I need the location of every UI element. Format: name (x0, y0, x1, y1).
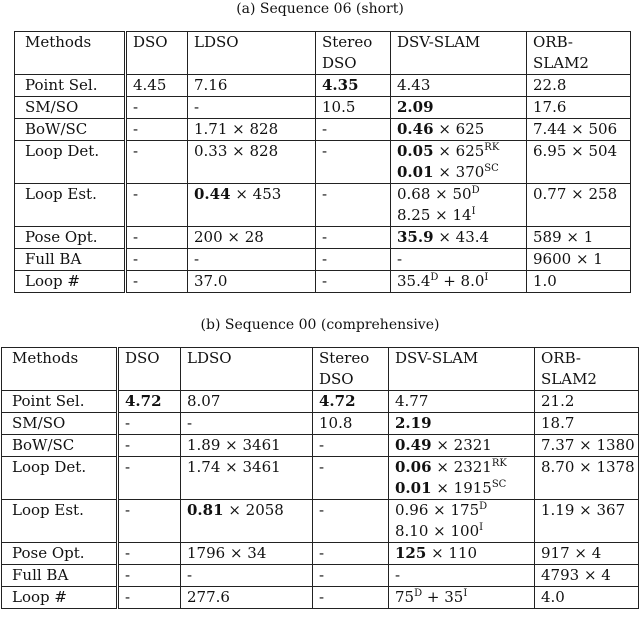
cell-ldso: 8.07 (181, 391, 313, 413)
cell-ldso: 1.71 × 828 (188, 119, 316, 141)
cell-orb-slam2: 917 × 4 (535, 543, 639, 565)
cell-dsv-slam: - (391, 249, 527, 271)
cell-orb-slam2: 9600 × 1 (527, 249, 631, 271)
cell-ldso: 277.6 (181, 587, 313, 609)
cell-ldso: 0.44 × 453 (188, 184, 316, 227)
column-header-stereo-dso: Stereo DSO (313, 348, 389, 391)
row-label: Pose Opt. (15, 227, 126, 249)
row-label: Loop Est. (2, 500, 118, 543)
row-label: SM/SO (2, 413, 118, 435)
table-row (2, 457, 639, 500)
cell-orb-slam2: 1.19 × 367 (535, 500, 639, 543)
column-header-dso: DSO (126, 32, 188, 75)
column-header-methods: Methods (2, 348, 118, 391)
cell-ldso: - (188, 249, 316, 271)
table-row (2, 543, 639, 565)
cell-dsv-slam: - (389, 565, 535, 587)
table-row (2, 587, 639, 609)
cell-stereo-dso: - (313, 543, 389, 565)
cell-dsv-slam: $0.68 \times 50^D$ $8.25 \times 14^I$ (391, 184, 527, 227)
row-label: Point Sel. (15, 75, 126, 97)
cell-stereo-dso: 10.8 (313, 413, 389, 435)
column-header-dsv-slam: DSV-SLAM (389, 348, 535, 391)
cell-dsv-slam: 2.09 (391, 97, 527, 119)
cell-stereo-dso: - (316, 184, 391, 227)
cell-dso: - (118, 565, 181, 587)
column-header-methods: Methods (15, 32, 126, 75)
row-label: BoW/SC (2, 435, 118, 457)
column-header-ldso: LDSO (181, 348, 313, 391)
table-row (15, 184, 631, 227)
row-label: Point Sel. (2, 391, 118, 413)
row-label: Full BA (15, 249, 126, 271)
column-header-orb-slam2: ORB- SLAM2 (535, 348, 639, 391)
row-label: Loop Est. (15, 184, 126, 227)
cell-dso: - (126, 227, 188, 249)
cell-dso: - (126, 184, 188, 227)
row-label: Pose Opt. (2, 543, 118, 565)
cell-orb-slam2: 589 × 1 (527, 227, 631, 249)
column-header-orb-slam2: ORB- SLAM2 (527, 32, 631, 75)
column-header-dso: DSO (118, 348, 181, 391)
header-row (15, 32, 631, 75)
cell-orb-slam2: 21.2 (535, 391, 639, 413)
caption-sequence-06: (a) Sequence 06 (short) (236, 1, 404, 17)
cell-stereo-dso: - (316, 271, 391, 293)
cell-ldso: - (181, 413, 313, 435)
cell-dso: 4.45 (126, 75, 188, 97)
cell-dso: - (118, 413, 181, 435)
row-label: Full BA (2, 565, 118, 587)
column-header-ldso: LDSO (188, 32, 316, 75)
cell-ldso: 0.33 × 828 (188, 141, 316, 184)
table-sequence-06 (14, 31, 631, 293)
cell-dsv-slam: 2.19 (389, 413, 535, 435)
table-sequence-00 (1, 347, 639, 609)
cell-stereo-dso: - (316, 119, 391, 141)
cell-dso: - (126, 97, 188, 119)
cell-ldso: 37.0 (188, 271, 316, 293)
cell-stereo-dso: - (316, 227, 391, 249)
cell-dso: - (126, 249, 188, 271)
table-row (15, 119, 631, 141)
cell-stereo-dso: - (316, 141, 391, 184)
table-row (2, 435, 639, 457)
cell-dso: - (118, 457, 181, 500)
cell-ldso: 1.89 × 3461 (181, 435, 313, 457)
cell-orb-slam2: 8.70 × 1378 (535, 457, 639, 500)
column-header-dsv-slam: DSV-SLAM (391, 32, 527, 75)
cell-orb-slam2: 18.7 (535, 413, 639, 435)
row-label: Loop Det. (2, 457, 118, 500)
cell-dsv-slam: 0.49 × 2321 (389, 435, 535, 457)
cell-orb-slam2: 6.95 × 504 (527, 141, 631, 184)
cell-stereo-dso: - (313, 500, 389, 543)
row-label: Loop # (2, 587, 118, 609)
table-row (2, 565, 639, 587)
cell-dso: 4.72 (118, 391, 181, 413)
cell-dsv-slam: $35.4^D + 8.0^I$ (391, 271, 527, 293)
table-row (15, 271, 631, 293)
cell-ldso: - (181, 565, 313, 587)
cell-ldso: - (188, 97, 316, 119)
table-row (15, 97, 631, 119)
cell-dso: - (126, 271, 188, 293)
cell-ldso: 7.16 (188, 75, 316, 97)
cell-dso: - (118, 435, 181, 457)
table-row (2, 391, 639, 413)
cell-stereo-dso: 10.5 (316, 97, 391, 119)
table-row (2, 413, 639, 435)
table-row (15, 141, 631, 184)
cell-dsv-slam: $0.05 \times 625^{RK}$ $0.01 \times 370^{SC}$ (391, 141, 527, 184)
column-header-stereo-dso: Stereo DSO (316, 32, 391, 75)
cell-dsv-slam: $75^D + 35^I$ (389, 587, 535, 609)
row-label: Loop # (15, 271, 126, 293)
cell-dsv-slam: 125 × 110 (389, 543, 535, 565)
cell-dsv-slam: 35.9 × 43.4 (391, 227, 527, 249)
cell-dsv-slam: 4.77 (389, 391, 535, 413)
cell-dsv-slam: 4.43 (391, 75, 527, 97)
cell-dso: - (118, 500, 181, 543)
cell-dsv-slam: $0.06 \times 2321^{RK}$ $0.01 \times 1915^{SC}$ (389, 457, 535, 500)
table-row (2, 500, 639, 543)
cell-orb-slam2: 22.8 (527, 75, 631, 97)
cell-orb-slam2: 4.0 (535, 587, 639, 609)
cell-ldso: 1.74 × 3461 (181, 457, 313, 500)
cell-dso: - (118, 587, 181, 609)
cell-stereo-dso: - (316, 249, 391, 271)
cell-ldso: 0.81 × 2058 (181, 500, 313, 543)
table-row (15, 249, 631, 271)
row-label: BoW/SC (15, 119, 126, 141)
cell-ldso: 200 × 28 (188, 227, 316, 249)
cell-orb-slam2: 1.0 (527, 271, 631, 293)
row-label: Loop Det. (15, 141, 126, 184)
cell-stereo-dso: - (313, 587, 389, 609)
cell-dso: - (126, 141, 188, 184)
cell-orb-slam2: 4793 × 4 (535, 565, 639, 587)
cell-orb-slam2: 7.37 × 1380 (535, 435, 639, 457)
cell-dsv-slam: 0.46 × 625 (391, 119, 527, 141)
row-label: SM/SO (15, 97, 126, 119)
cell-dso: - (126, 119, 188, 141)
table-row (15, 75, 631, 97)
caption-sequence-00: (b) Sequence 00 (comprehensive) (200, 317, 440, 333)
cell-stereo-dso: - (313, 435, 389, 457)
cell-ldso: 1796 × 34 (181, 543, 313, 565)
cell-stereo-dso: 4.72 (313, 391, 389, 413)
cell-stereo-dso: - (313, 457, 389, 500)
cell-dsv-slam: $0.96 \times 175^D$ $8.10 \times 100^I$ (389, 500, 535, 543)
table-row (15, 227, 631, 249)
cell-orb-slam2: 17.6 (527, 97, 631, 119)
cell-orb-slam2: 7.44 × 506 (527, 119, 631, 141)
header-row (2, 348, 639, 391)
cell-dso: - (118, 543, 181, 565)
cell-stereo-dso: 4.35 (316, 75, 391, 97)
cell-orb-slam2: 0.77 × 258 (527, 184, 631, 227)
cell-stereo-dso: - (313, 565, 389, 587)
